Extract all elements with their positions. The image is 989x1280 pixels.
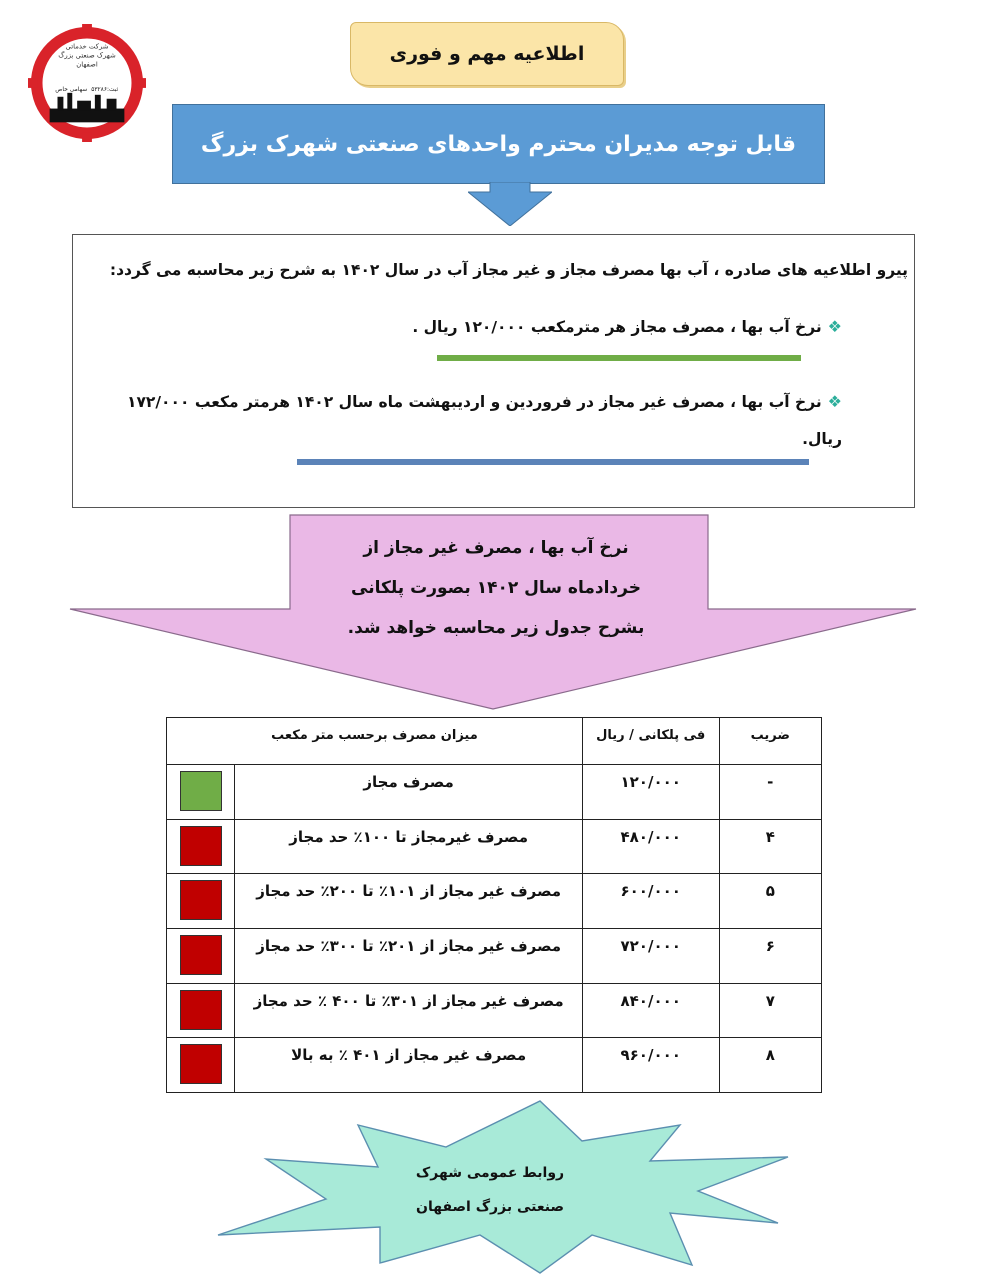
cell-consumption: مصرف مجاز: [235, 765, 583, 820]
status-swatch-normal: [180, 771, 222, 811]
cell-coefficient: -: [719, 765, 821, 820]
table-row: [167, 928, 822, 983]
table-row: [167, 983, 822, 1038]
bullet-allowed-rate: [162, 317, 842, 336]
header-coefficient: ضریب: [719, 718, 821, 765]
header-price: فی پلکانی / ریال: [582, 718, 719, 765]
bullet-excess-rate: [122, 383, 842, 458]
table-row: [167, 819, 822, 874]
cell-price: ۷۲۰/۰۰۰: [582, 928, 719, 983]
cell-coefficient: ۴: [719, 819, 821, 874]
cell-swatch: [167, 1038, 235, 1093]
tariff-table: [166, 717, 822, 1093]
status-swatch-excess: [180, 935, 222, 975]
table-row: [167, 874, 822, 929]
seal-text-4: سهامی خاص: [55, 86, 88, 93]
stepped-rate-notice: [290, 528, 702, 648]
notice-line-1: نرخ آب بها ، مصرف غیر مجاز از: [363, 538, 629, 558]
attention-banner: [172, 104, 825, 184]
table-row: [167, 1038, 822, 1093]
bullet1-text: نرخ آب بها ، مصرف مجاز هر مترمکعب ۱۲۰/۰۰۰ ریال .: [412, 318, 822, 336]
cell-coefficient: ۵: [719, 874, 821, 929]
table-row: [167, 765, 822, 820]
cell-coefficient: ۷: [719, 983, 821, 1038]
notice-line-2: خردادماه سال ۱۴۰۲ بصورت پلکانی: [351, 578, 641, 598]
divider-green: [437, 355, 801, 361]
cell-swatch: [167, 983, 235, 1038]
intro-paragraph: پیرو اطلاعیه های صادره ، آب بها مصرف مجاز و غیر مجاز آب در سال ۱۴۰۲ به شرح زیر محاسبه می گردد:: [109, 261, 908, 279]
cell-consumption: مصرف غیر مجاز از ۳۰۱٪ تا ۴۰۰ ٪ حد مجاز: [235, 983, 583, 1038]
cell-consumption: مصرف غیر مجاز از ۴۰۱ ٪ به بالا: [235, 1038, 583, 1093]
footer-line-2: صنعتی بزرگ اصفهان: [416, 1199, 564, 1215]
seal-text-2: شهرک صنعتی بزرگ: [58, 51, 116, 60]
company-seal-logo: [28, 24, 146, 142]
divider-blue: [297, 459, 809, 465]
status-swatch-excess: [180, 826, 222, 866]
bullet2-text: نرخ آب بها ، مصرف غیر مجاز در فروردین و اردیبهشت ماه سال ۱۴۰۲ هرمتر مکعب ۱۷۲/۰۰۰ ریال.: [127, 393, 842, 448]
footer-line-1: روابط عمومی شهرک: [415, 1165, 565, 1181]
cell-price: ۹۶۰/۰۰۰: [582, 1038, 719, 1093]
status-swatch-excess: [180, 880, 222, 920]
table-header-row: [167, 718, 822, 765]
seal-text-5: ثبت:۵۳۲۸۶: [91, 86, 119, 93]
cell-consumption: مصرف غیر مجاز از ۲۰۱٪ تا ۳۰۰٪ حد مجاز: [235, 928, 583, 983]
cell-price: ۸۴۰/۰۰۰: [582, 983, 719, 1038]
seal-text-3: اصفهان: [76, 60, 98, 69]
down-arrow-icon: [468, 182, 552, 226]
cell-consumption: مصرف غیرمجاز تا ۱۰۰٪ حد مجاز: [235, 819, 583, 874]
status-swatch-excess: [180, 990, 222, 1030]
cell-coefficient: ۸: [719, 1038, 821, 1093]
notice-line-3: بشرح جدول زیر محاسبه خواهد شد.: [347, 618, 645, 638]
urgent-announcement-title: [350, 22, 624, 86]
diamond-bullet-icon: ❖: [827, 317, 842, 336]
cell-swatch: [167, 819, 235, 874]
cell-price: ۶۰۰/۰۰۰: [582, 874, 719, 929]
cell-price: ۱۲۰/۰۰۰: [582, 765, 719, 820]
header-consumption: میزان مصرف برحسب متر مکعب: [167, 718, 583, 765]
status-swatch-excess: [180, 1044, 222, 1084]
cell-swatch: [167, 928, 235, 983]
banner-text: قابل توجه مدیران محترم واحدهای صنعتی شهرک بزرگ: [200, 131, 797, 157]
diamond-bullet-icon: ❖: [827, 392, 842, 411]
seal-text-1: شرکت خدماتی: [65, 42, 109, 51]
cell-consumption: مصرف غیر مجاز از ۱۰۱٪ تا ۲۰۰٪ حد مجاز: [235, 874, 583, 929]
cell-swatch: [167, 765, 235, 820]
public-relations-signature: [360, 1156, 620, 1224]
cell-coefficient: ۶: [719, 928, 821, 983]
cell-price: ۴۸۰/۰۰۰: [582, 819, 719, 874]
cell-swatch: [167, 874, 235, 929]
tariff-info-box: [72, 234, 915, 508]
urgent-title-text: اطلاعیه مهم و فوری: [389, 43, 585, 65]
